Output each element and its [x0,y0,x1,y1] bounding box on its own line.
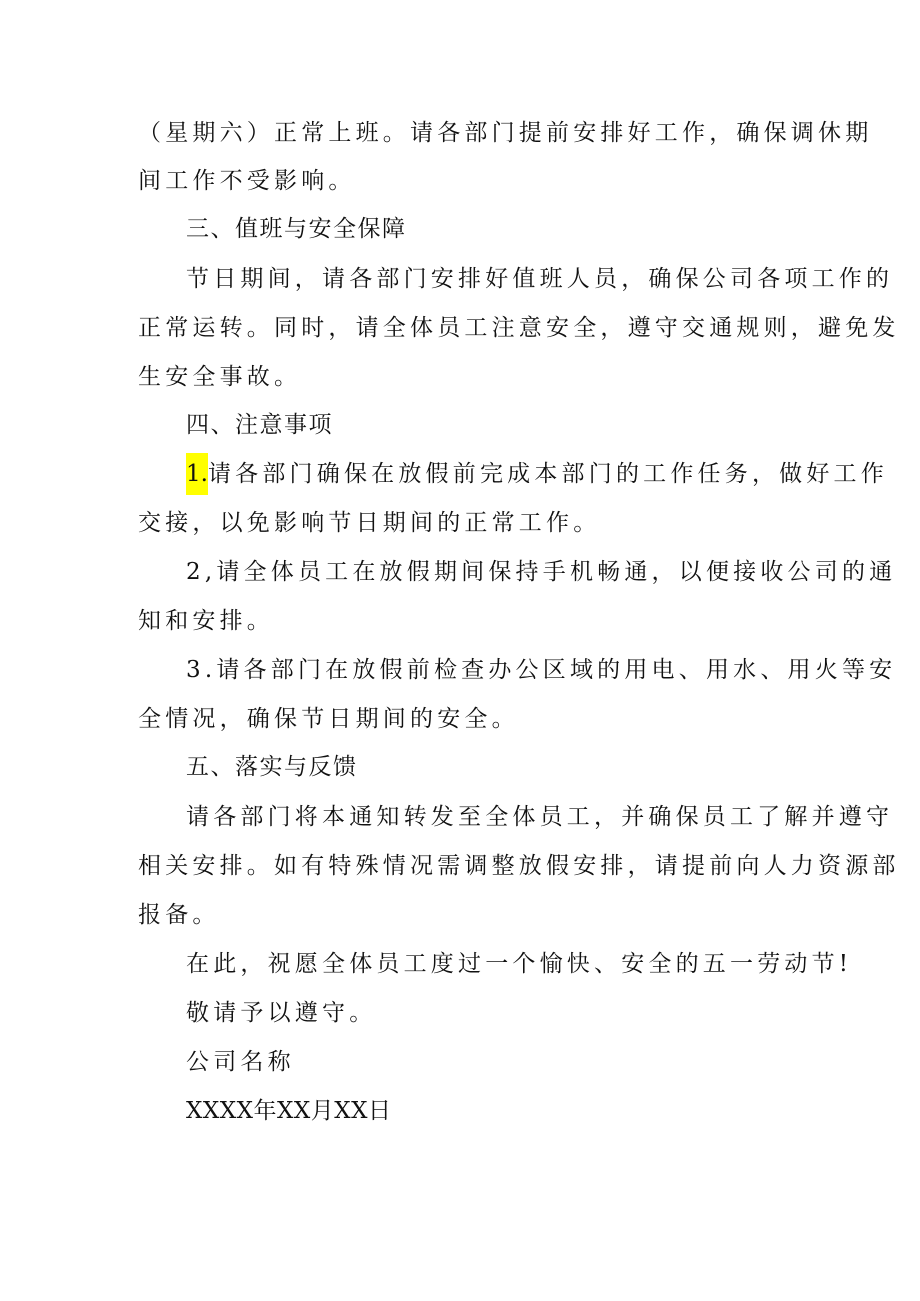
section-heading: 五、落实与反馈 [186,754,358,780]
section-heading: 四、注意事项 [186,412,333,438]
body-text-line: （星期六）正常上班。请各部门提前安排好工作，确保调休期 [138,120,873,146]
body-text-line: 报备。 [138,902,220,928]
body-text-line: 全情况，确保节日期间的安全。 [138,706,519,732]
body-text-line: 间工作不受影响。 [138,168,356,194]
list-item [186,459,888,495]
body-text-line: 生安全事故。 [138,364,302,390]
section-heading: 三、值班与安全保障 [186,216,407,242]
body-text-line: 相关安排。如有特殊情况需调整放假安排，请提前向人力资源部 [138,853,900,879]
body-text-line: 知和安排。 [138,608,274,634]
list-item: 3.请各部门在放假前检查办公区域的用电、用水、用火等安 [186,657,897,683]
list-item: 2,请全体员工在放假期间保持手机畅通，以便接收公司的通 [186,559,897,585]
body-text-line: 请各部门将本通知转发至全体员工，并确保员工了解并遵守 [186,804,894,830]
date-line: XXXX年XX月XX日 [186,1098,392,1124]
body-text-line: 正常运转。同时，请全体员工注意安全，遵守交通规则，避免发 [138,315,900,341]
closing-line: 敬请予以遵守。 [186,1000,377,1026]
body-text-line: 交接，以免影响节日期间的正常工作。 [138,510,601,536]
closing-line: 在此，祝愿全体员工度过一个愉快、安全的五一劳动节! [186,951,853,977]
company-name: 公司名称 [186,1049,295,1075]
list-item-text: 请各部门确保在放假前完成本部门的工作任务，做好工作 [207,461,888,487]
body-text-line: 节日期间，请各部门安排好值班人员，确保公司各项工作的 [186,266,894,292]
highlighted-item-number: 1. [186,453,208,495]
